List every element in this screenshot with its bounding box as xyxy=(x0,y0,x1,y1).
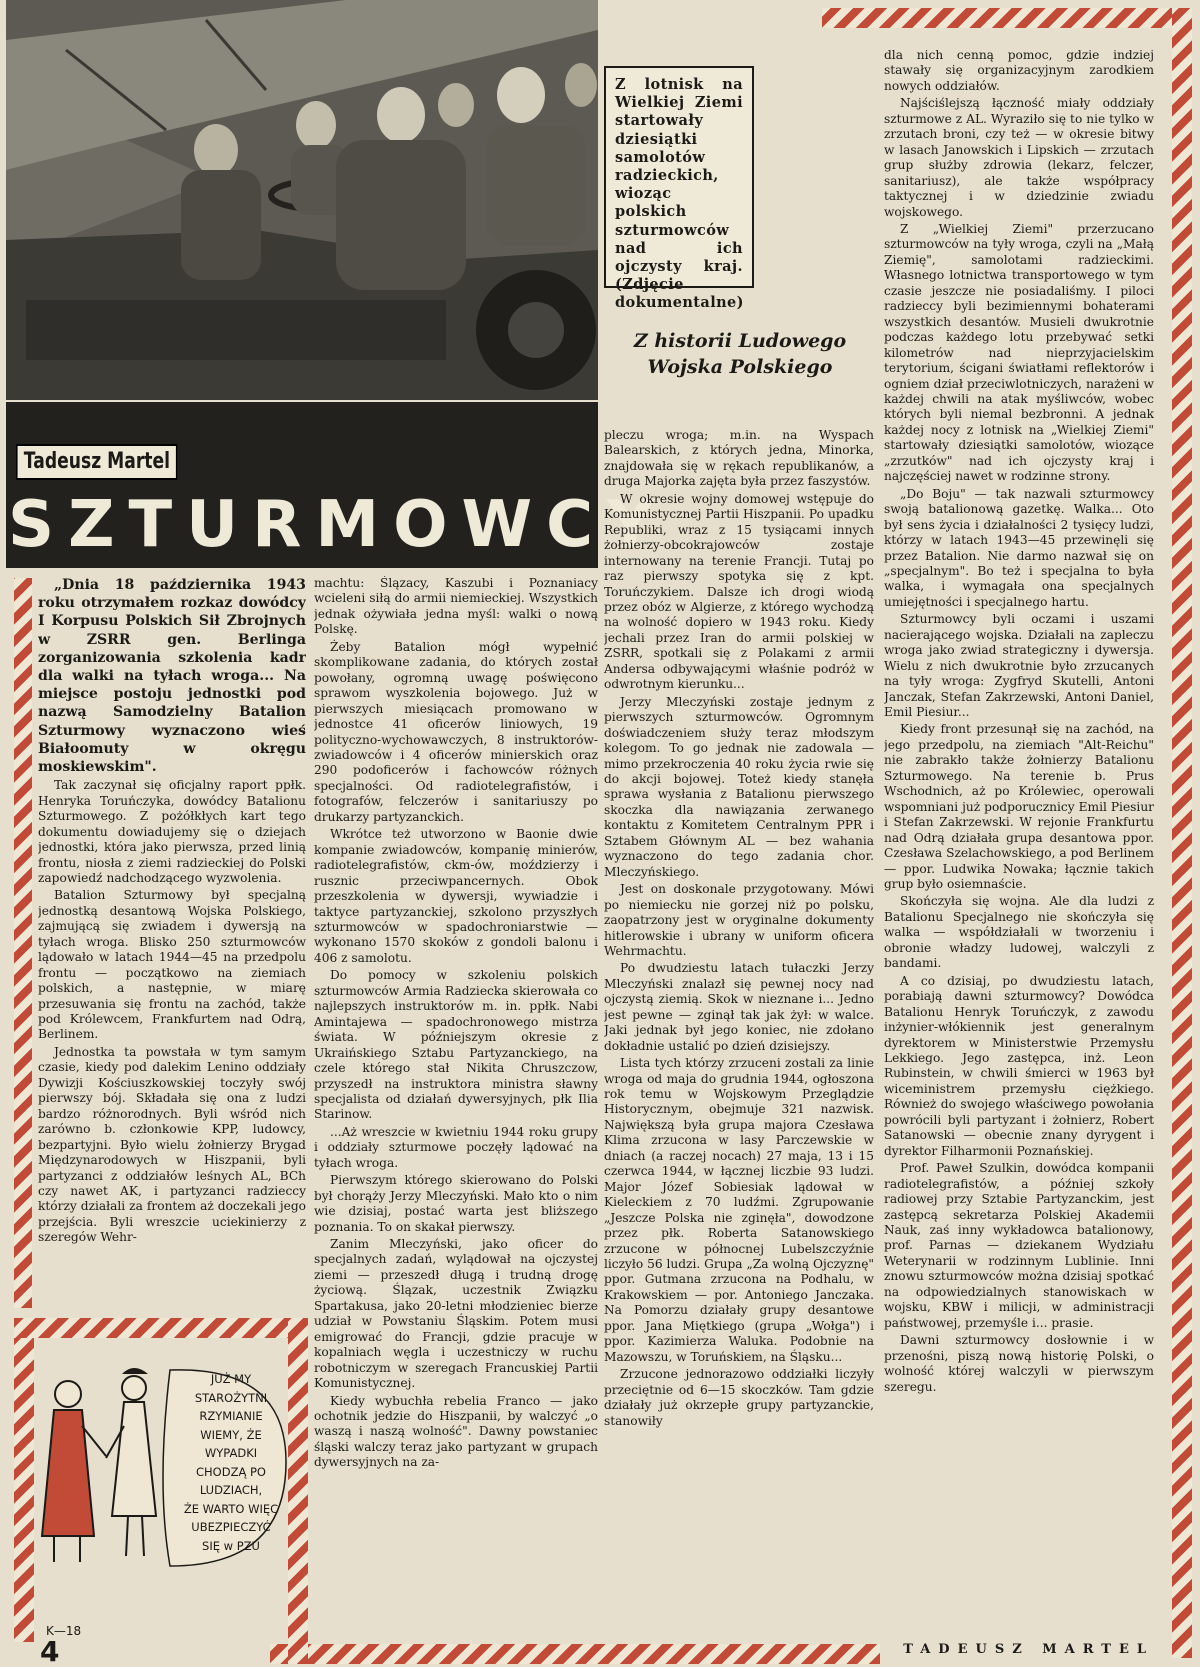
cartoon-line: WYPADKI xyxy=(204,1446,258,1460)
paragraph: Pierwszym którego skierowano do Polski był chorąży Jerzy Mleczyński. Mało kto o nim wie dzisiaj, postać warta jest bliższego poznania. To on skakał pierwszy. xyxy=(314,1173,598,1234)
article-title: SZTURMOWCY xyxy=(8,488,668,562)
cartoon-line: WIEMY, ŻE xyxy=(200,1427,262,1442)
paragraph: Batalion Szturmowy był specjalną jednostką desantową Wojska Polskiego, zajmującą się zwiadem i dywersją na tyłach wroga. Blisko 250 szturmowców lądowało w latach 1944—45 na przedpolu frontu — początkowo na ziemiach polskich, a następnie, w miarę przesuwania się frontu na zachód, także pod Królewcem, Frankfurtem nad Odrą, Berlinem. xyxy=(38,888,306,1042)
paragraph: Z „Wielkiej Ziemi" przerzucano szturmowców na tyły wroga, czyli na „Małą Ziemię", samolotami radzieckimi. Własnego lotnictwa transportowego w tym czasie jeszcze nie posiadaliśmy. I piloci radzieccy byli bezimiennymi bohaterami wszystkich desantów. Musieli dwukrotnie podczas każdego lotu przebywać setki kilometrów nad nieprzyjacielskim terytorium, ścigani światłami reflektorów i ogniem dział przeciwlotniczych, narażeni w każdej chwili na atak myśliwców, wobec których byli niemal bezbronni. A jednak każdej nocy z lotnisk na „Wielkiej Ziemi" startowały dziesiątki samolotów, wiozące „zrzutków" nad ich ojczysty kraj i najczęściej nawet w rodzinne strony. xyxy=(884,221,1154,484)
issue-code: K—18 xyxy=(46,1624,82,1638)
paragraph: Jerzy Mleczyński zostaje jednym z pierwszych szturmowców. Ogromnym doświadczeniem służy teraz młodszym kolegom. To go jednak nie zadowala — mimo przekroczenia 40 roku życia rwie się do akcji bojowej. Toteż kiedy stanęła sprawa wysłania z Batalionu pierwszego skoczka dla nawiązania zerwanego kontaktu z Komitetem Centralnym PPR i Sztabem Głównym AL — bez wahania wyznaczono do tego zadania chor. Mleczyńskiego. xyxy=(604,694,874,879)
paragraph: Najściślejszą łączność miały oddziały szturmowe z AL. Wyraziło się to nie tylko w zrzutach broni, czy też — w okresie bitwy w lasach Janowskich i Lipskich — zrzutach grup służby zdrowia (lekarz, felczer, sanitariusz), ale także współpracy taktycznej i w dziedzinie zwiadu wojskowego. xyxy=(884,96,1154,219)
paragraph: Żeby Batalion mógł wypełnić skomplikowane zadania, do których został powołany, ogromną uwagę poświęcono sprawom wyszkolenia bojowego. Już w pierwszych miesiącach promowano w jednostce 41 oficerów liniowych, 19 polityczno-wychowawczych, 8 instruktorów-zwiadowców i 4 oficerów minierskich oraz 290 podoficerów i fachowców różnych specjalności. Od radiotelegrafistów, i fotografów, felczerów i sanitariuszy po drukarzy partyzanckich. xyxy=(314,639,598,824)
paragraph: Prof. Paweł Szulkin, dowódca kompanii radiotelegrafistów, a później szkoły radiowej przy Sztabie Partyzanckim, jest zastępcą sekretarza Polskiej Akademii Nauk, zaś inny wykładowca batalionowy, prof. Parnas — dziekanem Wydziału Weterynarii w rodzinnym Lublinie. Inni znowu szturmowców można dzisiaj spotkać na odpowiedzialnych stanowiskach w wojsku, KBW i milicji, w administracji państwowej, przemyśle i... prasie. xyxy=(884,1161,1154,1330)
paragraph: Szturmowcy byli oczami i uszami nacierającego wojska. Działali na zapleczu wroga jako zwiad strategiczny i dywersja. Wielu z nich dwukrotnie było zrzucanych na tyły wroga: Zygfryd Skutelli, Antoni Janczak, Stefan Zakrzewski, Antoni Daniel, Emil Piesiur... xyxy=(884,612,1154,720)
paragraph: Kiedy front przesunął się na zachód, na jego przedpolu, na ziemiach "Alt-Reichu" nie zabrakło także żołnierzy Batalionu Szturmowego. Na terenie b. Prus Wschodnich, aż po Królewiec, operowali wspomniani już podporucznicy Emil Piesiur i Stefan Zakrzewski. W rejonie Frankfurtu nad Odrą działała grupa desantowa ppor. Czesława Szelachowskiego, a pod Berlinem — ppor. Ludwika Nowaka; łącznie takich grup było osiemnaście. xyxy=(884,722,1154,892)
paragraph: W okresie wojny domowej wstępuje do Komunistycznej Partii Hiszpanii. Po upadku Republiki, wraz z 15 tysiącami innych żołnierzy-obcokrajowców zostaje internowany na terenie Francji. Tutaj po raz pierwszy spotyka się z kpt. Toruńczykiem. Dalsze ich drogi wiodą przez obóz w Algierze, z którego wychodzą na wolność dopiero w 1943 roku. Kiedy jechali przez Iran do armii polskiej w ZSRR, spotkali się z Polakami z armii Andersa odbywającymi właśnie podróż w odwrotnym kierunku... xyxy=(604,491,874,692)
photo-caption: Z lotnisk na Wielkiej Ziemi startowały dziesiątki samolotów radzieckich, wioząc polskich szturmowców nad ich ojczysty kraj. (Zdjęcie dokumentalne) xyxy=(604,66,754,288)
paragraph: pleczu wroga; m.in. na Wyspach Balearskich, z których jedna, Minorka, znajdowała się w rękach republikanów, a druga Majorka zajęta była przez faszystów. xyxy=(604,428,874,489)
column-3 xyxy=(604,428,874,1638)
author-name: Tadeusz Martel xyxy=(16,444,178,480)
paragraph: Kiedy wybuchła rebelia Franco — jako ochotnik jedzie do Hiszpanii, by walczyć „o waszą i naszą wolność". Dawny powstaniec śląski walczy teraz jako partyzant w grupach dywersyjnych na za- xyxy=(314,1393,598,1470)
col1-left-stripe xyxy=(14,578,32,1308)
paragraph: Tak zaczynał się oficjalny raport ppłk. Henryka Toruńczyka, dowódcy Batalionu Szturmowego. Z pożółkłych kart tego dokumentu dowiadujemy się o dziejach jednostki, która jako pierwsza, przed linią frontu, niosła z ziemi radzieckiej do Polski zapowiedź nadchodzącego wyzwolenia. xyxy=(38,778,306,885)
photo-soldiers-in-jeep xyxy=(6,0,598,400)
paragraph: Wkrótce też utworzono w Baonie dwie kompanie zwiadowców, kompanię minierów, radiotelegrafistów, ckm-ów, moździerzy i rusznic przeciwpancernych. Obok przeszkolenia w dywersji, wywiadzie i taktyce partyzanckiej, szkolono przyszłych szturmowców w spadochroniarstwie — wykonano 1570 skoków z gondoli balonu i 406 z samolotu. xyxy=(314,827,598,965)
paragraph: Skończyła się wojna. Ale dla ludzi z Batalionu Specjalnego nie skończyła się walka — współdziałali w tworzeniu i obronie władzy ludowej, walczyli z bandami. xyxy=(884,894,1154,971)
cartoon-line: RZYMIANIE xyxy=(199,1409,263,1423)
column-1 xyxy=(38,576,306,1316)
lead-paragraph: „Dnia 18 października 1943 roku otrzymałem rozkaz dowódcy I Korpusu Polskich Sił Zbrojnych w ZSRR gen. Berlinga zorganizowania szkolenia kadr dla walki na tyłach wroga... Na miejsce postoju jednostki pod nazwą Samodzielny Batalion Szturmowy wyznaczono wieś Białoomuty w okręgu moskiewskim". xyxy=(38,577,306,776)
paragraph: „Do Boju" — tak nazwali szturmowcy swoją batalionową gazetkę. Walka... Oto był sens życia i działalności 2 tysięcy ludzi, którzy w latach 1943—45 przewinęli się przez Batalion. Nie darmo nazwał się on „specjalnym". Bo też i specjalna to była walka, i wymagała ona specjalnych umiejętności i specjalnego hartu. xyxy=(884,486,1154,609)
cartoon-line: CHODZĄ PO xyxy=(196,1464,266,1479)
paragraph: machtu: Ślązacy, Kaszubi i Poznaniacy wcieleni siłą do armii niemieckiej. Wszystkich jednak ożywiała jedna myśl: walki o nową Polskę. xyxy=(314,576,598,637)
top-border-stripe xyxy=(822,8,1184,28)
signature: TADEUSZ MARTEL xyxy=(903,1642,1154,1657)
cartoon-line: UBEZPIECZYĆ xyxy=(191,1520,271,1534)
paragraph: Zrzucone jednorazowo oddziałki liczyły przeciętnie od 6—15 skoczków. Tam gdzie działały już okrzepłe grupy partyzanckie, stanowiły xyxy=(604,1367,874,1428)
cartoon-line: STAROŻYTNI xyxy=(194,1390,268,1405)
paragraph: A co dzisiaj, po dwudziestu latach, porabiają dawni szturmowcy? Dowódca Batalionu Henryk Toruńczyk, z zawodu inżynier-włókiennik jest generalnym dyrektorem w Ministerstwie Przemysłu Lekkiego. Jego zastępca, inż. Leon Rubinstein, w chwili śmierci w 1963 był wiceministrem przemysłu ciężkiego. Również do swojego właściwego powołania powrócili byli partyzant i żołnierz, Robert Satanowski — obecnie znany dyrygent i dyrektor Filharmonii Poznańskiej. xyxy=(884,973,1154,1158)
page-number: 4 xyxy=(40,1635,60,1667)
pzu-cartoon-ad xyxy=(24,1366,294,1580)
bottom-border-stripe xyxy=(270,1644,880,1664)
paragraph: Dawni szturmowcy dosłownie i w przenośni, piszą nową historię Polski, o wolność której walczyli w pierwszym szeregu. xyxy=(884,1333,1154,1394)
paragraph: Lista tych którzy zrzuceni zostali za linie wroga od maja do grudnia 1944, ogłoszona rok temu w Wojskowym Przeglądzie Historycznym, obejmuje 321 nazwisk. Największą była grupa majora Czesława Klima zrzucona w lasy Parczewskie w dniach (a raczej nocach) 27 maja, 13 i 15 czerwca 1944, w łącznej liczbie 93 ludzi. Major Józef Sobiesiak lądował w Kieleckiem z 70 ludźmi. Zgrupowanie „Jeszcze Polska nie zginęła", dowodzone przez płk. Roberta Satanowskiego zrzucone w północnej Lubelszczyźnie liczyło 56 ludzi. Grupa „Za wolną Ojczyznę" ppor. Gutmana zrzucona na Podhalu, w Krakowskiem — por. Antoniego Janczaka. Na Pomorzu działały grupy desantowe ppor. Jana Miętkiego (grupa „Wołga") i ppor. Kazimierza Waluka. Podobnie na Mazowszu, w Toruńskiem, na Śląsku... xyxy=(604,1056,874,1364)
paragraph: Po dwudziestu latach tułaczki Jerzy Mleczyński znalazł się pewnej nocy nad ojczystą ziemią. Skok w nieznane i... Jedno jest pewne — zginął tak jak żył: w walce. Jaki jednak był jego koniec, nie zdołano dokładnie ustalić po dzień dzisiejszy. xyxy=(604,961,874,1053)
paragraph: ...Aż wreszcie w kwietniu 1944 roku grupy i oddziały szturmowe poczęły lądować na tyłach wroga. xyxy=(314,1124,598,1170)
cartoon-top-stripe xyxy=(14,1318,298,1338)
right-border-stripe xyxy=(1172,8,1192,1658)
paragraph: Do pomocy w szkoleniu polskich szturmowców Armia Radziecka skierowała co najlepszych instruktorów m. in. ppłk. Nabi Amintajewa — spadochronowego mistrza świata. W późniejszym okresie z Ukraińskiego Sztabu Partyzanckiego, na czele którego stał Nikita Chruszczow, przyszedł na instruktora ministra sławny specjalista od działań dywersyjnych, płk Ilia Starinow. xyxy=(314,968,598,1122)
paragraph: Zanim Mleczyński, jako oficer do specjalnych zadań, wylądował na ojczystej ziemi — przeszedł długą i trudną drogę życiową. Ślązak, uczestnik Związku Spartakusa, jako 20-letni młodzieniec bierze udział w Powstaniu Śląskim. Potem musi emigrować do Francji, gdzie pracuje w kopalniach węgla i uczestniczy w ruchu robotniczym w szeregach Francuskiej Partii Komunistycznej. xyxy=(314,1237,598,1391)
column-2 xyxy=(314,576,598,1638)
cartoon-line: SIĘ w PZU xyxy=(202,1538,260,1553)
paragraph: Jest on doskonale przygotowany. Mówi po niemiecku nie gorzej niż po polsku, zaopatrzony jest w oryginalne dokumenty hitlerowskie i ubrany w uniform oficera Wehrmachtu. xyxy=(604,882,874,958)
paragraph: dla nich cenną pomoc, gdzie indziej stawały się organizacyjnym zarodkiem nowych oddziałów. xyxy=(884,48,1154,93)
series-title: Z historii Ludowego Wojska Polskiego xyxy=(633,330,847,378)
cartoon-line: LUDZIACH, xyxy=(199,1483,263,1497)
cartoon-line: JUŻ MY xyxy=(210,1372,252,1386)
cartoon-speech-text xyxy=(172,1370,290,1555)
paragraph: Jednostka ta powstała w tym samym czasie, kiedy pod dalekim Lenino oddziały Dywizji Kościuszkowskiej toczyły swój pierwszy bój. Składała się ona z ludzi bardzo różnorodnych. Byli wśród nich zarówno b. członkowie KPP, ludowcy, bezpartyjni. Było wielu żołnierzy Brygad Międzynarodowych w Hiszpanii, byli partyzanci z oddziałów leśnych AL, BCh czy nawet AK, i partyzanci radzieccy którzy działali za frontem aż doczekali jego przejścia. Byli wreszcie uciekinierzy z szeregów Wehr- xyxy=(38,1044,306,1245)
cartoon-line: ŻE WARTO WIĘC xyxy=(183,1501,279,1516)
column-4 xyxy=(884,48,1154,1638)
